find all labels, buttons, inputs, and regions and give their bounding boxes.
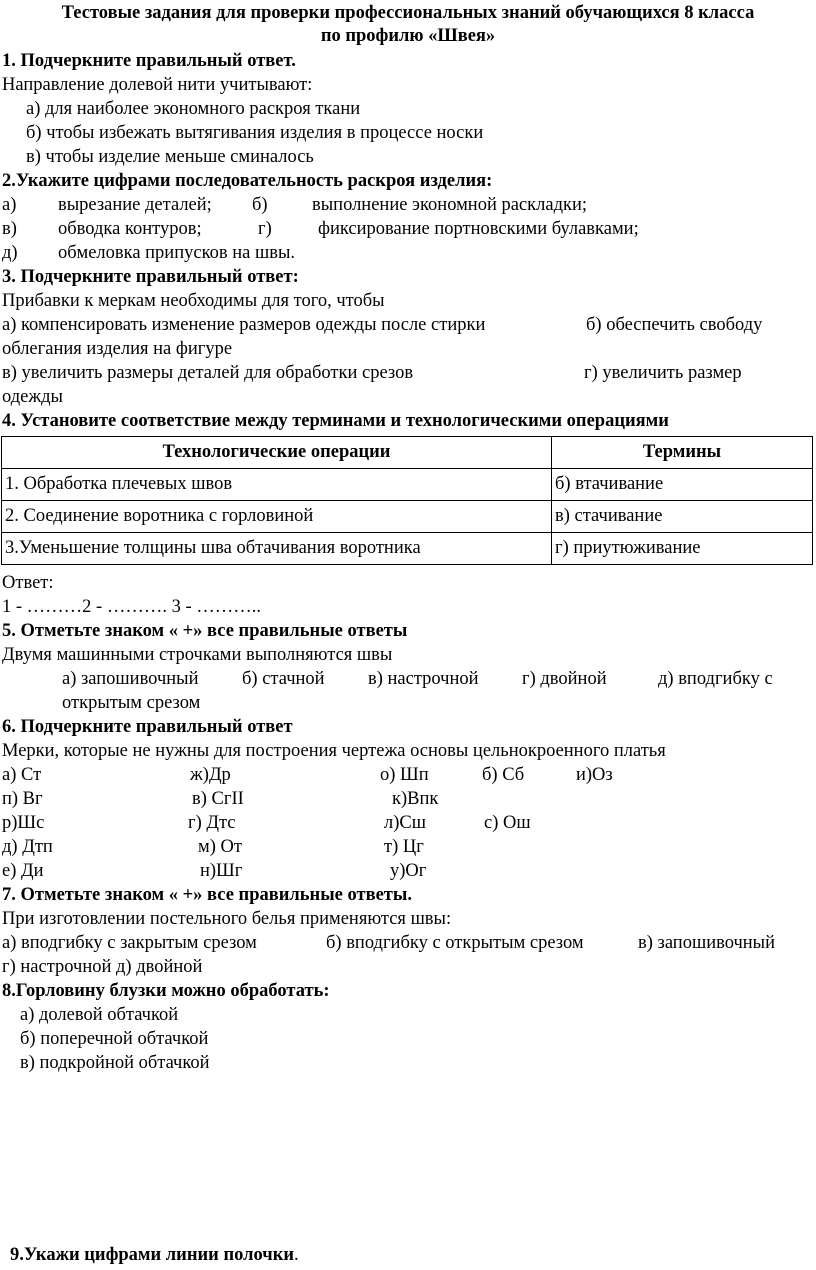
- q1-option-b: б) чтобы избежать вытягивания изделия в процессе носки: [26, 123, 484, 143]
- column-header-terms: Термины: [552, 437, 813, 469]
- measure-option: у)Ог: [390, 861, 427, 881]
- q2-item-marker: б): [252, 195, 268, 215]
- q1-option-a: а) для наиболее экономного раскроя ткани: [26, 99, 361, 119]
- table-cell: 2. Соединение воротника с горловиной: [2, 501, 552, 533]
- answer-line: 1 - ………2 - ………. 3 - ………..: [2, 597, 261, 617]
- measure-option: а) Ст: [2, 765, 42, 785]
- q2-item-marker: а): [2, 195, 17, 215]
- measure-option: м) От: [198, 837, 242, 857]
- q8-option-b: б) поперечной обтачкой: [20, 1029, 209, 1049]
- q6-question: Мерки, которые не нужны для построения чертежа основы цельнокроенного платья: [2, 741, 666, 761]
- q8-option-c: в) подкройной обтачкой: [20, 1053, 210, 1073]
- q5-option: г) двойной: [522, 669, 607, 689]
- measure-option: с) Ош: [484, 813, 531, 833]
- q2-item-text: обмеловка припусков на швы.: [58, 243, 296, 263]
- q1-question: Направление долевой нити учитывают:: [2, 75, 313, 95]
- page-subtitle: по профилю «Швея»: [320, 26, 496, 46]
- q2-item-marker: в): [2, 219, 17, 239]
- q2-item-marker: г): [258, 219, 272, 239]
- measure-option: г) Дтс: [188, 813, 236, 833]
- table-row: [2, 469, 813, 501]
- table-cell: г) приутюживание: [552, 533, 813, 565]
- q5-option: д) вподгибку с: [658, 669, 773, 689]
- q8-option-a: а) долевой обтачкой: [20, 1005, 179, 1025]
- q1-heading: 1. Подчеркните правильный ответ.: [2, 51, 296, 71]
- measure-option: р)Шс: [2, 813, 45, 833]
- q8-heading: 8.Горловину блузки можно обработать:: [2, 981, 330, 1001]
- q5-option: а) запошивочный: [62, 669, 199, 689]
- measure-option: б) Сб: [482, 765, 525, 785]
- table-row: [2, 501, 813, 533]
- q1-option-c: в) чтобы изделие меньше сминалось: [26, 147, 314, 167]
- q4-heading: 4. Установите соответствие между терминами и технологическими операциями: [2, 411, 669, 431]
- q9-heading-dot: .: [294, 1245, 299, 1265]
- measure-option: к)Впк: [392, 789, 439, 809]
- q7-option: б) вподгибку с открытым срезом: [326, 933, 584, 953]
- q2-item-text: выполнение экономной раскладки;: [312, 195, 588, 215]
- q3-option-d: г) увеличить размер: [584, 363, 742, 383]
- q2-item-text: вырезание деталей;: [58, 195, 212, 215]
- measure-option: о) Шп: [380, 765, 429, 785]
- q3-option-b-cont: облегания изделия на фигуре: [2, 339, 233, 359]
- matching-table: [1, 436, 813, 565]
- measure-option: ж)Др: [190, 765, 231, 785]
- table-cell: в) стачивание: [552, 501, 813, 533]
- measure-option: е) Ди: [2, 861, 44, 881]
- measure-option: п) Вг: [2, 789, 43, 809]
- measure-option: д) Дтп: [2, 837, 53, 857]
- q5-question: Двумя машинными строчками выполняются швы: [2, 645, 393, 665]
- q7-heading: 7. Отметьте знаком « +» все правильные ответы.: [2, 885, 412, 905]
- table-cell: б) втачивание: [552, 469, 813, 501]
- q7-option: а) вподгибку с закрытым срезом: [2, 933, 257, 953]
- q9-heading: [10, 1244, 299, 1267]
- q6-heading: 6. Подчеркните правильный ответ: [2, 717, 293, 737]
- table-cell: 1. Обработка плечевых швов: [2, 469, 552, 501]
- q5-option: в) настрочной: [368, 669, 479, 689]
- q7-option: в) запошивочный: [638, 933, 776, 953]
- q3-option-c: в) увеличить размеры деталей для обработки срезов: [2, 363, 414, 383]
- q2-item-text: фиксирование портновскими булавками;: [318, 219, 639, 239]
- column-header-operations: Технологические операции: [2, 437, 552, 469]
- table-cell: 3.Уменьшение толщины шва обтачивания воротника: [2, 533, 552, 565]
- page-title: Тестовые задания для проверки профессиональных знаний обучающихся 8 класса: [61, 3, 755, 23]
- measure-option: в) СгII: [192, 789, 244, 809]
- q7-options-cont: г) настрочной д) двойной: [2, 957, 203, 977]
- q5-heading: 5. Отметьте знаком « +» все правильные ответы: [2, 621, 408, 641]
- measure-option: и)Оз: [576, 765, 613, 785]
- q2-heading: 2.Укажите цифрами последовательность раскроя изделия:: [2, 171, 493, 191]
- measure-option: л)Сш: [384, 813, 426, 833]
- q3-heading: 3. Подчеркните правильный ответ:: [2, 267, 299, 287]
- q9-heading-text: 9.Укажи цифрами линии полочки: [10, 1245, 295, 1265]
- table-header-row: [2, 437, 813, 469]
- table-row: [2, 533, 813, 565]
- q2-item-text: обводка контуров;: [58, 219, 202, 239]
- q3-option-b: б) обеспечить свободу: [586, 315, 763, 335]
- measure-option: т) Цг: [384, 837, 424, 857]
- measure-option: н)Шг: [200, 861, 243, 881]
- q3-option-d-cont: одежды: [2, 387, 63, 407]
- q3-question: Прибавки к меркам необходимы для того, чтобы: [2, 291, 385, 311]
- q3-option-a: а) компенсировать изменение размеров одежды после стирки: [2, 315, 486, 335]
- q5-option-cont: открытым срезом: [62, 693, 201, 713]
- answer-label: Ответ:: [2, 573, 54, 593]
- q2-item-marker: д): [2, 243, 18, 263]
- q7-question: При изготовлении постельного белья применяются швы:: [2, 909, 452, 929]
- q5-option: б) стачной: [242, 669, 325, 689]
